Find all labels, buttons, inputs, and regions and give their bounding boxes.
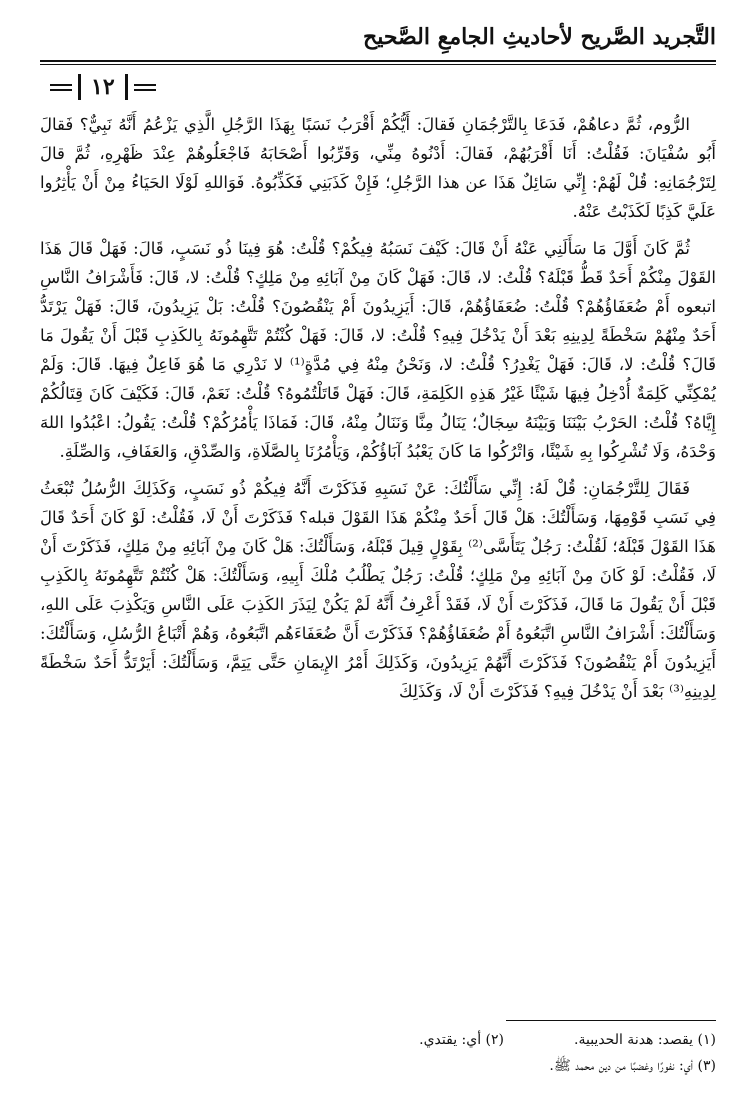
- page-number-ornament-right: [134, 84, 156, 91]
- paragraph-2: ثُمَّ كَانَ أَوَّلَ مَا سَأَلَنِي عَنْهُ أَنْ قَالَ: كَيْفَ نَسَبُهُ فِيكُمْ؟ قُلْتُ: هُوَ فِينَا ذُو نَسَبٍ، قَالَ: فَهَلْ قَالَ هَذَا القَوْلَ مِنْكُمْ أَحَدٌ قَطُّ قَبْلَهُ؟ قُلْتُ: لا، قَالَ: فَهَلْ كَانَ مِنْ آبَائِهِ مِنْ مَلِكٍ؟ قُلْتُ: لا، قَالَ: فَأَشْرَافُ النَّاسِ اتبعوه أَمْ ضُعَفَاؤُهُمْ؟ قُلْتُ: ضُعَفَاؤُهُمْ، قَالَ: أَيَزِيدُونَ أَمْ يَنْقُصُونَ؟ قُلْتُ: بَلْ يَزِيدُونَ، قَالَ: فَهَلْ يَرْتَدُّ أَحَدٌ مِنْهُمْ سَخْطَةً لِدِينِهِ بَعْدَ أَنْ يَدْخُلَ فِيهِ؟ قُلْتُ: لا، قَالَ: فَهَلْ كُنْتُمْ تَتَّهِمُونَهُ بِالكَذِبِ قَبْلَ أَنْ يَقُولَ مَا قَالَ؟ قُلْتُ: لا، قَالَ: فَهَلْ يَغْدِرُ؟ قُلْتُ: لا، وَنَحْنُ مِنْهُ فِي مُدَّةٍ⁽¹⁾ لا نَدْرِي مَا هُوَ فَاعِلٌ فِيهَا. قَالَ: وَلَمْ يُمْكِنِّي كَلِمَةٌ أُدْخِلُ فِيهَا شَيْئًا غَيْرُ هَذِهِ الكَلِمَةِ، قَالَ: فَهَلْ قَاتَلْتُمُوهُ؟ قُلْتُ: نَعَمْ، قَالَ: فَكَيْفَ كَانَ قِتَالُكُمْ إِيَّاهُ؟ قُلْتُ: الحَرْبُ بَيْنَنَا وَبَيْنَهُ سِجَالٌ؛ يَنَالُ مِنَّا وَنَنَالُ مِنْهُ، قَالَ: فَمَاذَا يَأْمُرُكُمْ؟ قُلْتُ: يَقُولُ: اعْبُدُوا اللهَ وَحْدَهُ، وَلَا تُشْرِكُوا بِهِ شَيْئًا، وَاتْرُكُوا مَا كَانَ يَعْبُدُ آبَاؤُكُمْ، وَيَأْمُرُنَا بِالصَّلَاةِ، وَالصِّدْقِ، وَالعَفَافِ، وَالصِّلَةِ.: [40, 239, 716, 461]
- footnotes: [40, 1020, 716, 1079]
- page-header: [40, 22, 716, 100]
- paragraph-1: الرُّوم، ثُمَّ دعاهُمْ، فَدَعَا بِالتَّرْجُمَانِ فَقالَ: أَيُّكُمْ أَقْرَبُ نَسَبًا بِهَذَا الرَّجُلِ الَّذِي يَزْعُمُ أَنَّهُ نَبِيٌّ؟ فَقالَ أَبُو سُفْيَانَ: فَقُلْتُ: أَنَا أَقْرَبُهُمْ، فَقالَ: أَدْنُوهُ مِنِّي، وَقَرِّبُوا أَصْحَابَهُ فَاجْعَلُوهُمْ عِنْدَ ظَهْرِهِ، ثُمَّ قالَ لِتَرْجُمَانِهِ: قُلْ لَهُمْ: إِنِّي سَائِلٌ هَذَا عن هذا الرَّجُلِ؛ فَإِنْ كَذَبَنِي فَكَذِّبُوهُ. فَوَاللهِ لَوْلَا الحَيَاءُ مِنْ أَنْ يَأْثِرُوا عَلَيَّ كَذِبًا لَكَذَبْتُ عَنْهُ.: [40, 115, 716, 221]
- header-rule-thin: [40, 64, 716, 65]
- footnote-3: (٣) أي: نفورًا وغضبًا من دين محمد ﷺ.: [549, 1058, 716, 1074]
- page-number: ١٢: [78, 74, 128, 100]
- footnote-2: (٢) أي: يقتدي.: [419, 1032, 505, 1048]
- footnote-row-1: [40, 1027, 716, 1053]
- running-title: التَّجريد الصَّريح لأحاديثِ الجامعِ الصَّحيح: [363, 24, 716, 50]
- footnote-rule: [506, 1020, 716, 1021]
- footnote-1: (١) يقصد: هدنة الحديبية.: [574, 1032, 716, 1048]
- page-number-ornament-left: [50, 84, 72, 91]
- main-text: [40, 110, 716, 706]
- header-rule: [40, 60, 716, 62]
- page-number-box: [50, 74, 156, 100]
- paragraph-3: فَقَالَ لِلتَّرْجُمَانِ: قُلْ لَهُ: إِنِّي سَأَلْتُكَ: عَنْ نَسَبِهِ فَذَكَرْتَ أَنَّهُ فِيكُمْ ذُو نَسَبٍ، وَكَذَلِكَ الرُّسُلُ تُبْعَثُ فِي نَسَبِ قَوْمِهَا، وَسَأَلْتُكَ: هَلْ قَالَ أَحَدٌ مِنْكُمْ هَذَا القَوْلَ قبله؟ فَذَكَرْتَ أَنْ لَا، فَقُلْتُ: لَوْ كَانَ أَحَدٌ قَالَ هَذَا القَوْلَ قَبْلَهُ؛ لَقُلْتُ: رَجُلٌ يَتَأَسَّى⁽²⁾ بِقَوْلٍ قِيلَ قَبْلَهُ، وَسَأَلْتُكَ: هَلْ كَانَ مِنْ آبَائِهِ مِنْ مَلِكٍ، فَذَكَرْتَ أَنْ لَا، فَقُلْتُ: لَوْ كَانَ مِنْ آبَائِهِ مِنْ مَلِكٍ؛ قُلْتُ: رَجُلٌ يَطْلُبُ مُلْكَ أَبِيهِ، وَسَأَلْتُكَ: هَلْ كُنْتُمْ تَتَّهِمُونَهُ بِالكَذِبِ قَبْلَ أَنْ يَقُولَ مَا قَالَ، فَذَكَرْتَ أَنْ لَا، فَقَدْ أَعْرِفُ أَنَّهُ لَمْ يَكُنْ لِيَذَرَ الكَذِبَ عَلَى النَّاسِ وَيَكْذِبَ عَلَى اللهِ، وَسَأَلْتُكَ: أَشْرَافُ النَّاسِ اتَّبَعُوهُ أَمْ ضُعَفَاؤُهُمْ؟ فَذَكَرْتَ أَنَّ ضُعَفَاءَهُم اتَّبَعُوهُ، وَهُمْ أَتْبَاعُ الرُّسُلِ، وَسَأَلْتُكَ: أَيَزِيدُونَ أَمْ يَنْقُصُونَ؟ فَذَكَرْتَ أَنَّهُمْ يَزِيدُونَ، وَكَذَلِكَ أَمْرُ الإِيمَانِ حَتَّى يَتِمَّ، وَسَأَلْتُكَ: أَيَرْتَدُّ أَحَدٌ سَخْطَةً لِدِينِهِ⁽³⁾ بَعْدَ أَنْ يَدْخُلَ فِيهِ؟ فَذَكَرْتَ أَنْ لَا، وَكَذَلِكَ: [40, 479, 716, 701]
